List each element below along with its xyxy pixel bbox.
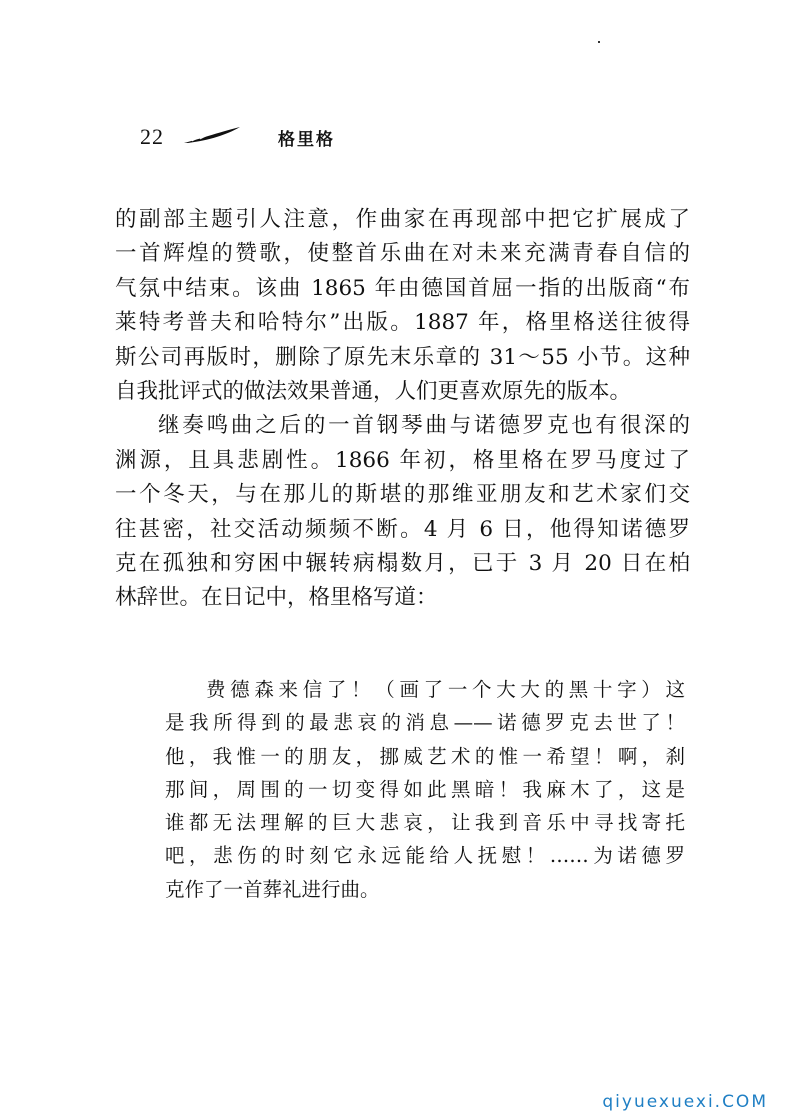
body-text xyxy=(115,203,690,616)
quill-icon xyxy=(182,125,242,149)
text-line: 的副部主题引人注意，作曲家在再现部中把它扩展成了 xyxy=(115,207,690,232)
text-line: 气氛中结束。该曲 1865 年由德国首屈一指的出版商“布 xyxy=(115,275,690,301)
quote-line: 吧，悲伤的时刻它永远能给人抚慰！……为诺德罗 xyxy=(165,844,685,868)
text-line: 斯公司再版时，删除了原先末乐章的 31～55 小节。这种 xyxy=(115,344,690,370)
quote-line: 那间，周围的一切变得如此黑暗！我麻木了，这是 xyxy=(165,777,685,801)
page-header xyxy=(140,122,335,152)
text-line: 林辞世。在日记中，格里格写道： xyxy=(115,585,438,611)
paragraph-2-cont xyxy=(115,444,690,616)
text-line: 莱特考普夫和哈特尔”出版。1887 年，格里格送往彼得 xyxy=(115,310,690,336)
quote-line: 是我所得到的最悲哀的消息——诺德罗克去世了！ xyxy=(165,711,685,735)
book-title: 格里格 xyxy=(278,129,335,150)
text-line: 继奏鸣曲之后的一首钢琴曲与诺德罗克也有很深的 xyxy=(158,413,690,439)
paragraph-1 xyxy=(115,203,690,409)
scan-speck xyxy=(598,41,600,43)
diary-quote xyxy=(165,673,685,906)
text-line: 往甚密，社交活动频频不断。4 月 6 日，他得知诺德罗 xyxy=(115,516,690,542)
text-line: 自我批评式的做法效果普通，人们更喜欢原先的版本。 xyxy=(115,379,632,405)
text-line: 克在孤独和穷困中辗转病榻数月，已于 3 月 20 日在柏 xyxy=(115,551,690,577)
quote-line: 克作了一首葬礼进行曲。 xyxy=(165,877,380,901)
text-line: 一个冬天，与在那儿的斯堪的那维亚朋友和艺术家们交 xyxy=(115,482,690,508)
site-watermark: qiyuexuexi.COM xyxy=(602,1092,768,1112)
text-line: 一首辉煌的赞歌，使整首乐曲在对未来充满青春自信的 xyxy=(115,241,690,267)
quote-line: 费德森来信了！（画了一个大大的黑十字）这 xyxy=(206,678,685,701)
text-line: 渊源，且具悲剧性。1866 年初，格里格在罗马度过了 xyxy=(115,447,690,473)
quote-line: 谁都无法理解的巨大悲哀，让我到音乐中寻找寄托 xyxy=(165,811,685,835)
quote-line: 他，我惟一的朋友，挪威艺术的惟一希望！啊，刹 xyxy=(165,744,685,768)
paragraph-2 xyxy=(115,409,690,443)
page-number: 22 xyxy=(140,124,164,149)
